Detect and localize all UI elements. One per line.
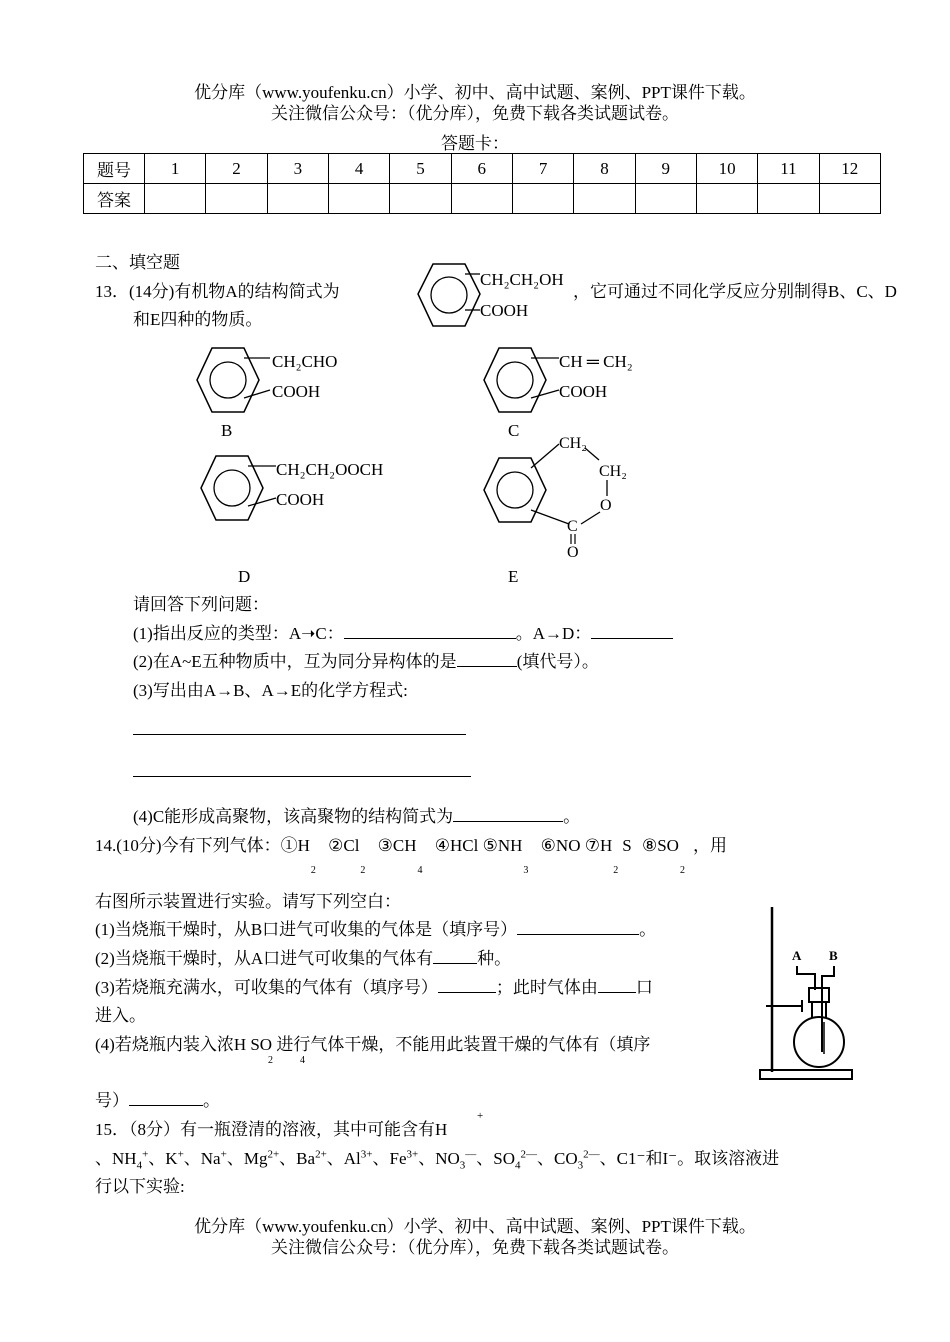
answer-blank[interactable] [438,976,496,993]
answer-cell[interactable] [512,184,573,214]
q13-part1-b: C： [315,624,344,643]
q13-intro-a: 13．(14分)有机物A的结构简式为 [95,282,340,301]
footer-line-1: 优分库（www.youfenku.cn）小学、初中、高中试题、案例、PPT课件下载。 [194,1217,756,1236]
q14-part2-b: 种。 [477,949,512,968]
q13-prompt: 请回答下列问题： [133,595,269,614]
q15-line1: 15．（8分）有一瓶澄清的溶液，其中可能含有H [95,1120,448,1139]
arrow-icon: ➝ [301,624,316,643]
answer-blank[interactable] [433,947,477,964]
subscript: 2 [360,865,366,876]
q13-part4-b: 。 [563,807,581,826]
q13-intro-c: 和E四种的物质。 [133,310,263,329]
answer-cell[interactable] [574,184,635,214]
structure-c-sub1: CH ═ CH₂ [559,352,633,371]
q13-part1-a: (1)指出反应的类型：A [133,624,302,643]
structure-e [477,430,657,590]
answer-blank[interactable] [453,805,563,822]
gas-cl2: ②Cl [328,836,360,855]
answer-cell[interactable] [390,184,451,214]
structure-b-sub1: CH₂CHO [272,352,338,371]
subscript: 2 [268,1055,273,1066]
q14-part1-b: 。 [639,920,657,939]
subscript: 4 [300,1055,305,1066]
q13-part1 [133,619,673,644]
gas-collection-apparatus [752,902,862,1087]
q14-part2 [95,944,511,969]
question-number: 12 [819,154,880,184]
subscript: 3 [523,865,529,876]
label-a: A [792,948,802,963]
q14-part1-a: (1)当烧瓶干燥时，从B口进气可收集的气体是（填序号） [95,920,518,939]
answer-cell[interactable] [145,184,206,214]
q14-part2-a: (2)当烧瓶干燥时，从A口进气可收集的气体有 [95,949,434,968]
q14-part3-d: 进入。 [95,1006,146,1025]
gas-no: ⑥NO [540,836,581,855]
q14-part4-c: 。 [203,1091,220,1110]
structure-a [398,258,588,338]
answer-cell[interactable] [206,184,267,214]
structure-c-label: C [508,421,520,440]
structure-e-label: E [508,567,519,586]
q13-intro-b: ，它可通过不同化学反应分别制得B、C、D [573,282,897,301]
header-line-1: 优分库（www.youfenku.cn）小学、初中、高中试题、案例、PPT课件下载。 [194,83,756,102]
answer-cell[interactable] [696,184,757,214]
gas-ch4: ③CH [377,836,417,855]
structure-a-sub2: COOH [480,301,529,320]
q13-part3: (3)写出由A→B、A→E的化学方程式: [133,681,408,700]
q13-part2-b: (填代号）。 [516,652,599,671]
q15-line3: 行以下实验: [95,1177,185,1196]
footer-line-2: 关注微信公众号：（优分库），免费下载各类试题试卷。 [271,1238,679,1257]
structure-e-c: C [567,518,578,535]
superscript: + [477,1110,484,1122]
answer-card-number-row [84,154,881,184]
q14-part4-b: 号） [95,1091,129,1110]
answer-cell[interactable] [819,184,880,214]
answer-blank[interactable] [457,650,517,667]
question-number: 7 [512,154,573,184]
question-number: 8 [574,154,635,184]
structure-b [190,340,380,450]
header-line-2: 关注微信公众号：（优分库），免费下载各类试题试卷。 [271,104,679,123]
question-number: 1 [145,154,206,184]
q14-part3-b: ；此时气体由 [495,978,598,997]
gas-so2: ⑧SO [641,836,679,855]
q15-ions [95,1144,779,1171]
subscript: 2 [679,865,685,876]
gas-hcl: ④HCl [434,836,479,855]
subscript: 4 [417,865,423,876]
structure-d [194,448,414,590]
q14-part3-c: 口 [635,978,653,997]
q13-part4-a: (4)C能形成高聚物，该高聚物的结构简式为 [133,807,454,826]
label-b: B [829,948,838,963]
question-number: 10 [696,154,757,184]
question-number: 6 [451,154,512,184]
q13-part4 [133,802,580,827]
answer-cell[interactable] [451,184,512,214]
structure-a-sub1: CH₂CH₂OH [480,270,564,289]
q14-intro-b: ，用 [692,836,727,855]
question-number: 3 [267,154,328,184]
structure-c-sub2: COOH [559,382,608,401]
gas-h2: ①H [280,836,310,855]
structure-d-sub2: COOH [276,490,325,509]
q14-part3-a: (3)若烧瓶充满水，可收集的气体有（填序号） [95,978,438,997]
q14-intro-a: 14.(10分)今有下列气体： [95,836,281,855]
answer-card-title: 答题卡： [441,134,509,153]
structure-e-ch2-top: CH₂ [559,435,587,452]
equation-line-2[interactable] [133,776,471,777]
structure-d-sub1: CH₂CH₂OOCH [276,460,384,479]
answer-cell[interactable] [635,184,696,214]
answer-blank[interactable] [129,1089,203,1106]
row-label-answer: 答案 [84,184,145,214]
q14-part1 [95,915,656,940]
subscript: 2 [613,865,619,876]
q13-part2 [133,647,599,672]
question-number: 2 [206,154,267,184]
answer-blank[interactable] [598,976,636,993]
answer-blank[interactable] [517,918,639,935]
gas-nh3: ⑤NH [482,836,523,855]
answer-cell[interactable] [758,184,819,214]
gas-h2s-s: S [622,836,632,855]
answer-cell[interactable] [267,184,328,214]
gas-h2s-h: ⑦H [584,836,613,855]
structure-e-ring-o: O [600,497,612,514]
row-label-number: 题号 [84,154,145,184]
structure-e-dbl-o: O [567,544,579,561]
q13-part2-a: (2)在A~E五种物质中，互为同分异构体的是 [133,652,457,671]
question-number: 5 [390,154,451,184]
question-number: 9 [635,154,696,184]
ion-list: 、$NH_4^+$、K+、Na+、$Mg^{2+}$、$Ba^{2+}$、$Al^{3+}$、$Fe^{3+}$、$NO_3^—$、$SO_4^{2—}$、$CO_3^{2—}$ [95,1148,600,1172]
answer-card-table [83,153,881,214]
q14-part4-end [95,1086,220,1111]
structure-e-ch2-right: CH₂ [599,463,627,480]
question-number: 4 [328,154,389,184]
question-number: 11 [758,154,819,184]
structure-d-label: D [238,567,251,586]
structure-b-label: B [221,421,233,440]
q14-intro [95,831,727,876]
structure-b-sub2: COOH [272,382,321,401]
q14-line2: 右图所示装置进行实验。请写下列空白： [95,892,401,911]
answer-cell[interactable] [328,184,389,214]
subscript: 2 [310,865,316,876]
section-title: 二、填空题 [95,253,180,272]
q14-part3 [95,973,653,998]
q14-part4: (4)若烧瓶内装入浓H SO 进行气体干燥，不能用此装置干燥的气体有（填序 [95,1035,651,1054]
equation-line-1[interactable] [133,734,466,735]
answer-card-answer-row [84,184,881,214]
q15-ions-tail: 、C1⁻和I⁻。取该溶液进 [599,1149,780,1168]
answer-blank[interactable] [591,622,673,639]
q13-part1-c: 。A→D： [515,624,592,643]
answer-blank[interactable] [344,622,516,639]
